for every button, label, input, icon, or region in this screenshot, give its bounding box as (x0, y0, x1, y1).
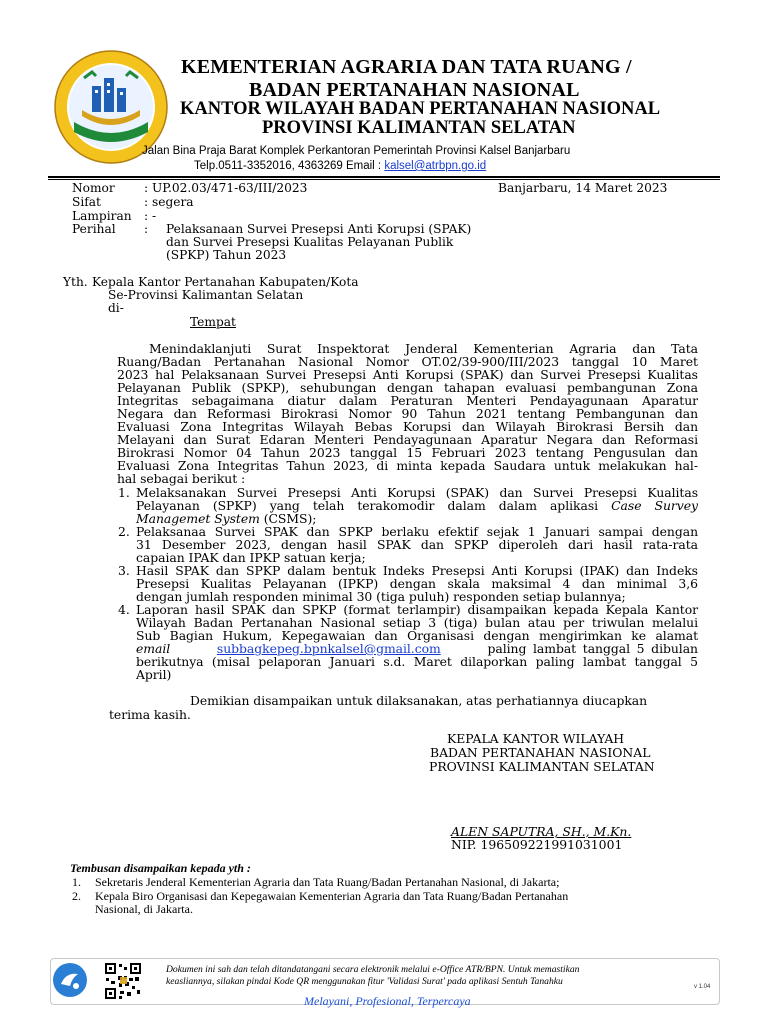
body-line: Evaluasi Zona Integritas Wilayah Bebas Korupsi dan Wilayah Birokrasi Bersih dan (117, 419, 698, 434)
tembusan-heading: Tembusan disampaikan kepada yth : (70, 861, 251, 875)
recipient-yth: Yth. (63, 275, 88, 289)
meta-nomor-label: Nomor (72, 181, 115, 195)
header-rule-thin (48, 179, 720, 180)
list-item-line: email subbagkepeg.bpnkalsel@gmail.com paling lambat tanggal 5 dibulan (136, 641, 698, 656)
meta-perihal-label: Perihal (72, 222, 116, 236)
meta-perihal-line: Pelaksanaan Survei Presepsi Anti Korupsi (SPAK) (166, 222, 472, 236)
office-email-link[interactable]: kalsel@atrbpn.go.id (384, 160, 487, 172)
version-label: v 1.04 (694, 984, 711, 990)
list-item-line: Managemet System (CSMS); (136, 511, 317, 526)
meta-lampiran-value: : - (144, 209, 157, 223)
list-item-line: Pelaksanaa Survei SPAK dan SPKP berlaku efektif sejak 1 Januari sampai dengan (136, 524, 698, 539)
tembusan-item: Kepala Biro Organisasi dan Kepegawaian Kementerian Agraria dan Tata Ruang/Badan Pertanahan (95, 889, 569, 903)
body-line: hal sebagai berikut : (117, 471, 246, 486)
signatory-title: BADAN PERTANAHAN NASIONAL (430, 745, 651, 760)
closing-line: terima kasih. (109, 707, 191, 722)
list-item-line: Sub Bagian Hukum, Kepegawaian dan Organisasi dengan mengirimkan ke alamat (136, 628, 698, 643)
meta-nomor-value: : UP.02.03/471-63/III/2023 (144, 181, 308, 195)
list-item-line: capaian IPAK dan IPKP satuan kerja; (136, 550, 366, 565)
body-line: 2023 hal Pelaksanaan Survei Presepsi Anti Korupsi (SPAK) dan Survei Presepsi Kualitas (117, 367, 698, 382)
header-line-2: BADAN PERTANAHAN NASIONAL (249, 79, 580, 101)
list-item-line: Wilayah Badan Pertanahan Nasional setiap 3 (tiga) bulan atau per triwulan melalui (136, 615, 698, 630)
header-rule-thick (48, 176, 720, 178)
body-line: Evaluasi Zona Integritas Tahun 2023, di minta kepada Saudara untuk melakukan hal- (117, 458, 698, 473)
closing-line: Demikian disampaikan untuk dilaksanakan, atas perhatiannya diucapkan (190, 693, 648, 708)
meta-sifat-value: : segera (144, 195, 194, 209)
office-contact (194, 160, 486, 172)
sentuh-tanahku-icon (52, 962, 88, 998)
body-line: Pelayanan Publik (SPKP), sehubungan dengan tahapan evaluasi pembangunan Zona (117, 380, 698, 395)
body-line: Melayani dan Surat Edaran Menteri Pendayagunaan Aparatur Negara dan Reformasi (117, 432, 698, 447)
signatory-title: KEPALA KANTOR WILAYAH (447, 731, 625, 746)
meta-perihal-line: (SPKP) Tahun 2023 (166, 248, 287, 262)
recipient-line: di- (108, 301, 124, 315)
signatory-name: ALEN SAPUTRA, SH., M.Kn. (451, 824, 632, 839)
list-item-line: 31 Desember 2023, dengan hasil SPAK dan SPKP diperoleh dari hasil rata-rata (136, 537, 698, 552)
list-item-line: berikutnya (misal pelaporan Januari s.d. Maret dilaporkan paling lambat tanggal 5 (136, 654, 698, 669)
list-number: 3. (118, 563, 130, 578)
body-line: Negara dan Reformasi Birokrasi Nomor 90 Tahun 2021 tentang Pembangunan dan (117, 406, 698, 421)
tembusan-number: 1. (72, 875, 81, 889)
motto: Melayani, Profesional, Terpercaya (304, 994, 471, 1008)
header-line-3: KANTOR WILAYAH BADAN PERTANAHAN NASIONAL (180, 99, 661, 119)
recipient-line: Se-Provinsi Kalimantan Selatan (108, 288, 304, 302)
header-line-4: PROVINSI KALIMANTAN SELATAN (262, 118, 576, 138)
body-line: Birokrasi Nomor 04 Tahun 2023 tanggal 15 Februari 2023 tentang Pengusulan dan (117, 445, 698, 460)
tembusan-number: 2. (72, 889, 81, 903)
list-item-line: Laporan hasil SPAK dan SPKP (format terlampir) disampaikan kepada Kepala Kantor (136, 602, 698, 617)
recipient-line: Kepala Kantor Pertanahan Kabupaten/Kota (92, 275, 359, 289)
list-item-line: April) (136, 667, 172, 682)
meta-lampiran-label: Lampiran (72, 209, 132, 223)
qr-code[interactable] (104, 962, 142, 1000)
footer-note: keasliannya, silakan pindai Kode QR menggunakan fitur 'Validasi Surat' pada aplikasi Sentuh Tanahku (166, 976, 563, 987)
list-number: 2. (118, 524, 130, 539)
list-item-line: dengan jumlah responden minimal 30 (tiga puluh) responden setiap bulannya; (136, 589, 626, 604)
signatory-nip: NIP. 196509221991031001 (451, 837, 623, 852)
list-number: 4. (118, 602, 130, 617)
tembusan-item: Nasional, di Jakarta. (95, 902, 193, 916)
office-address: Jalan Bina Praja Barat Komplek Perkantoran Pemerintah Provinsi Kalsel Banjarbaru (142, 145, 571, 157)
body-line: Menindaklanjuti Surat Inspektorat Jenderal Kementerian Agraria dan Tata (149, 341, 698, 356)
tembusan-item: Sekretaris Jenderal Kementerian Agraria dan Tata Ruang/Badan Pertanahan Nasional, di Jakarta; (95, 875, 560, 889)
body-line: Ruang/Badan Pertanahan Nasional Nomor OT.02/39-900/III/2023 tanggal 10 Maret (117, 354, 698, 369)
footer-note: Dokumen ini sah dan telah ditandatangani secara elektronik melalui e-Office ATR/BPN. Untuk memastikan (166, 964, 580, 975)
list-item-line: Presepsi Kualitas Pelayanan (IPKP) dengan skala maksimal 4 dan minimal 3,6 (136, 576, 698, 591)
list-item-line: Melaksanakan Survei Presepsi Anti Korupsi (SPAK) dan Survei Presepsi Kualitas (136, 485, 698, 500)
recipient-place: Tempat (190, 315, 236, 329)
list-item-line: Pelayanan (SPKP) yang telah terakomodir dalam dalam aplikasi Case Survey (136, 498, 698, 513)
header-line-1: KEMENTERIAN AGRARIA DAN TATA RUANG / (181, 56, 632, 78)
meta-sifat-label: Sifat (72, 195, 101, 209)
body-line: Integritas sebagaimana diatur dalam Peraturan Menteri Pendayagunaan Aparatur (117, 393, 698, 408)
meta-perihal-colon: : (144, 222, 149, 236)
place-date: Banjarbaru, 14 Maret 2023 (498, 181, 668, 195)
list-number: 1. (118, 485, 130, 500)
report-email-link[interactable]: subbagkepeg.bpnkalsel@gmail.com (216, 641, 441, 656)
office-phone: Telp.0511-3352016, 4363269 Email : (194, 160, 385, 172)
signatory-title: PROVINSI KALIMANTAN SELATAN (429, 759, 655, 774)
list-item-line: Hasil SPAK dan SPKP dalam bentuk Indeks Presepsi Anti Korupsi (IPAK) dan Indeks (136, 563, 698, 578)
meta-perihal-line: dan Survei Presepsi Kualitas Pelayanan Publik (166, 235, 454, 249)
